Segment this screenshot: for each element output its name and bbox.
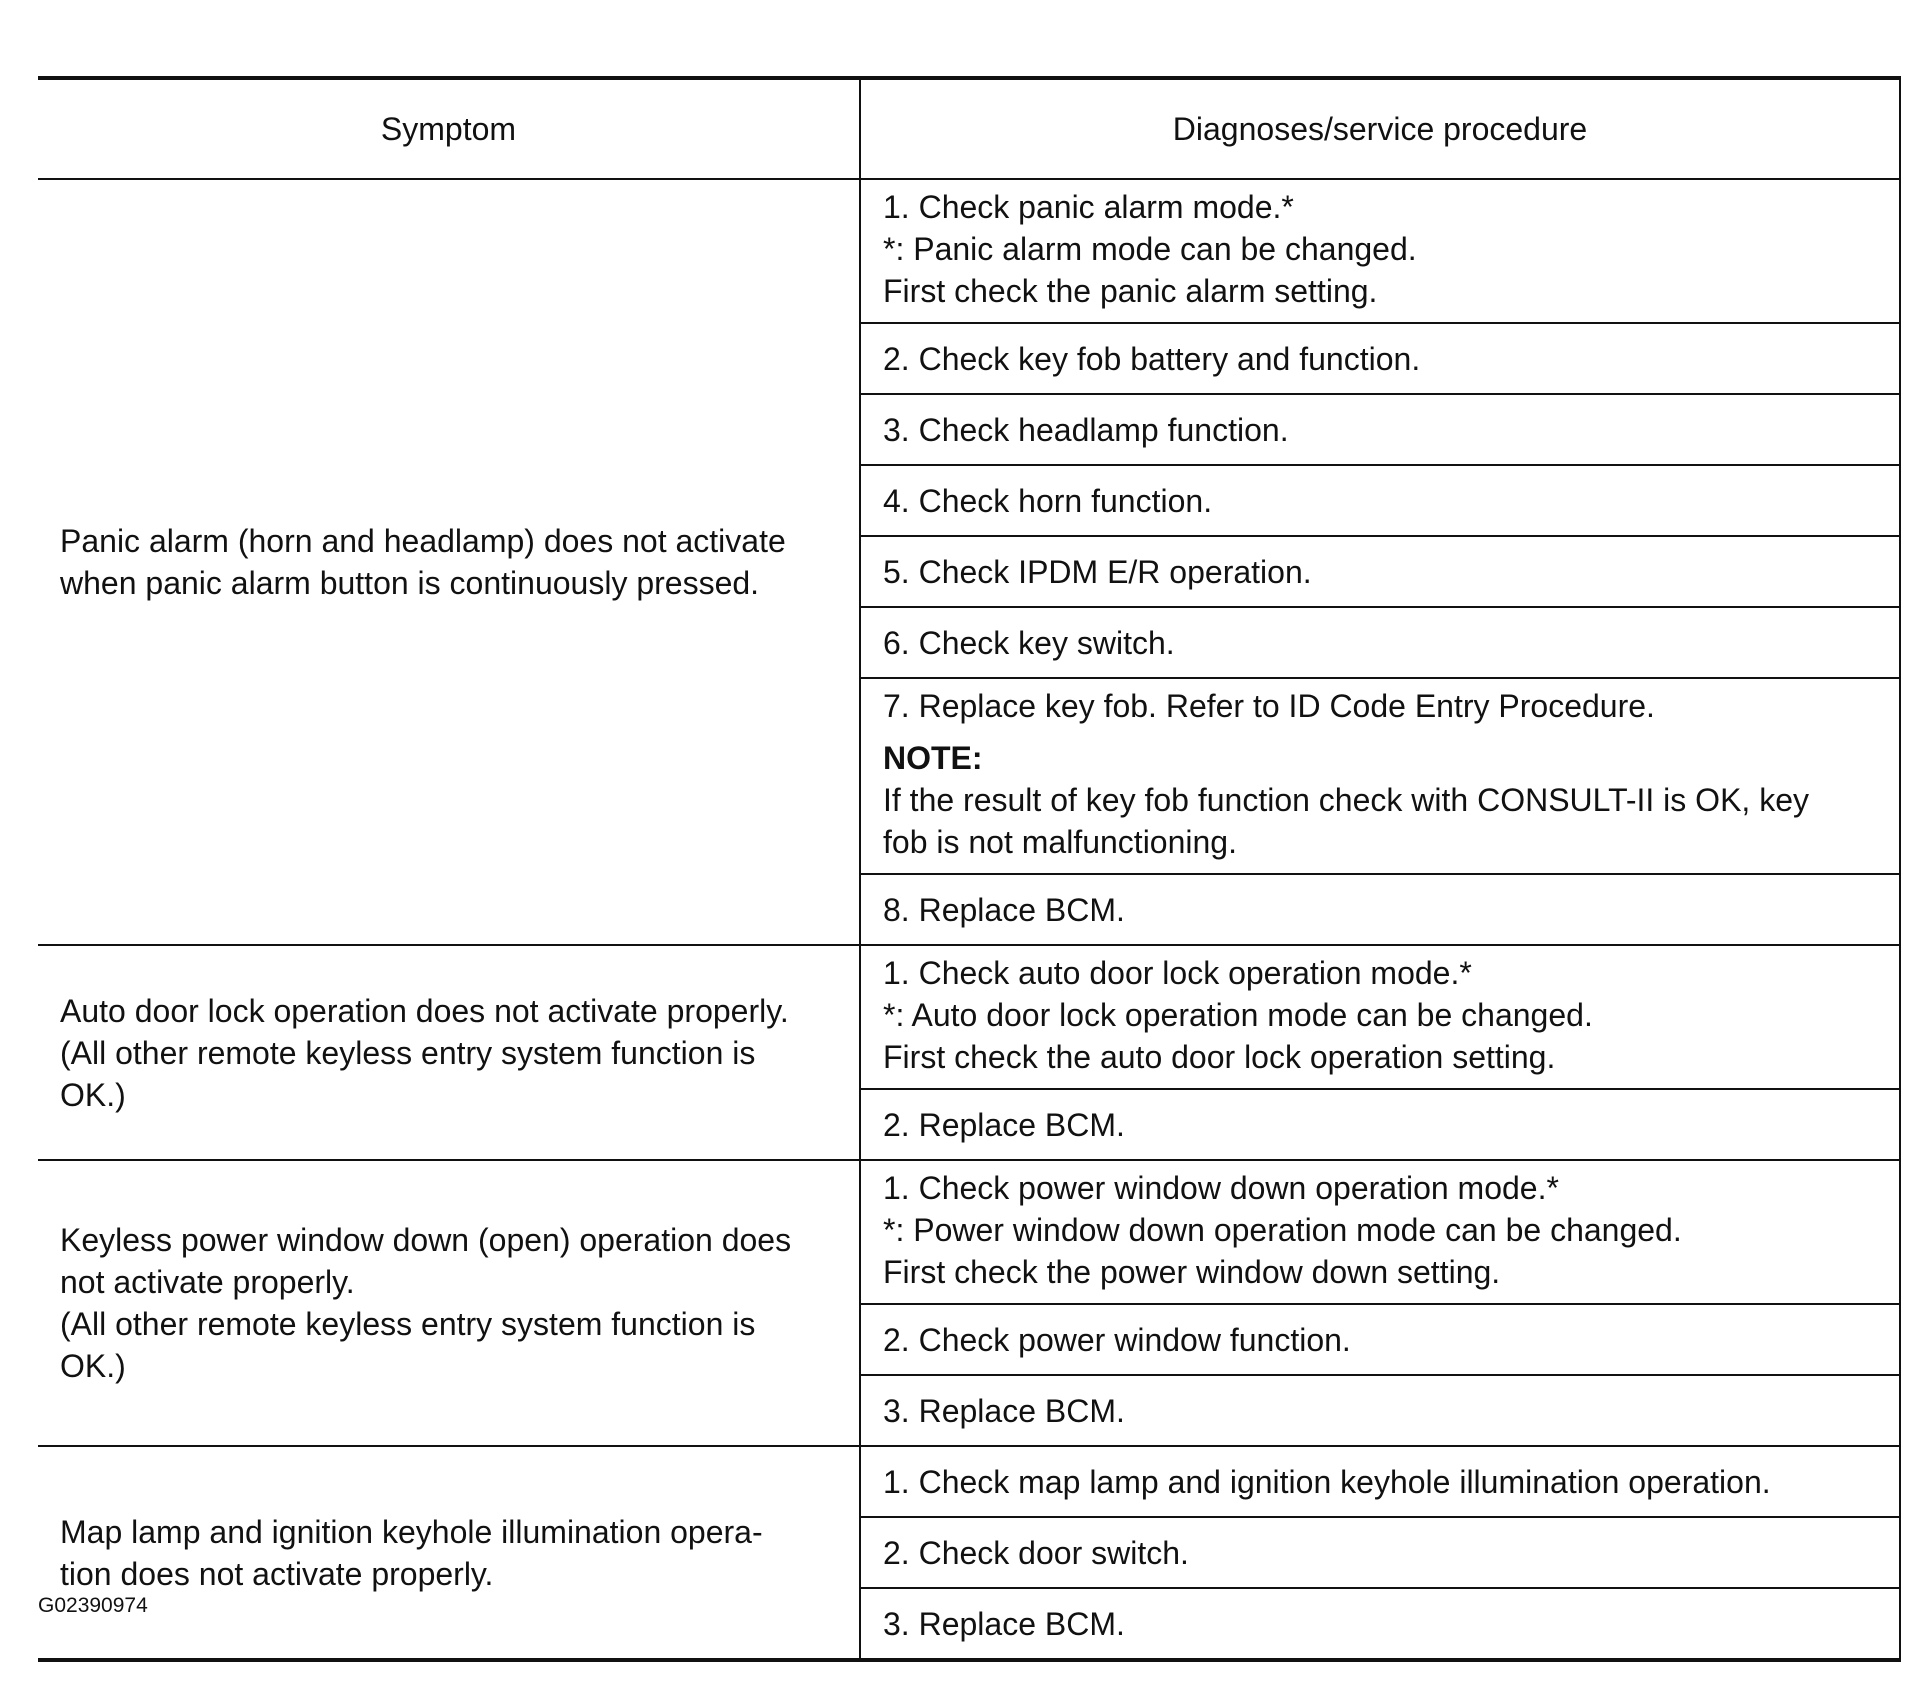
procedure-step-line: 7. Replace key fob. Refer to ID Code Entry Procedure. <box>883 688 1655 724</box>
procedure-step-line: 1. Check power window down operation mode.* <box>883 1170 1559 1206</box>
procedure-step-cell <box>860 1304 1900 1375</box>
procedure-step-line: 1. Check panic alarm mode.* <box>883 189 1294 225</box>
procedure-step-line: First check the auto door lock operation setting. <box>883 1039 1556 1075</box>
symptom-line: (All other remote keyless entry system function is <box>60 1306 756 1342</box>
procedure-step-line: 3. Replace BCM. <box>883 1392 1125 1429</box>
table-row <box>38 179 1900 323</box>
procedure-step-line: 1. Check map lamp and ignition keyhole illumination operation. <box>883 1463 1771 1500</box>
procedure-step-line: 2. Check key fob battery and function. <box>883 340 1421 377</box>
symptom-line: OK.) <box>60 1076 126 1113</box>
diagnosis-table <box>38 76 1901 1662</box>
header-symptom: Symptom <box>38 78 860 179</box>
symptom-cell <box>38 945 860 1160</box>
table-body <box>38 179 1900 1660</box>
procedure-step-line: 2. Check power window function. <box>883 1321 1351 1358</box>
table-row <box>38 1446 1900 1517</box>
procedure-step-line: 8. Replace BCM. <box>883 891 1125 928</box>
procedure-step-cell <box>860 536 1900 607</box>
note-text-line: fob is not malfunctioning. <box>883 824 1237 860</box>
symptom-line: Keyless power window down (open) operation does <box>60 1222 792 1258</box>
procedure-step-line: 4. Check horn function. <box>883 482 1213 519</box>
procedure-step-cell <box>860 607 1900 678</box>
header-row <box>38 78 1900 179</box>
procedure-step-cell <box>860 1375 1900 1446</box>
procedure-step-cell <box>860 394 1900 465</box>
procedure-step-line: 2. Replace BCM. <box>883 1106 1125 1143</box>
procedure-step-line: First check the panic alarm setting. <box>883 273 1378 309</box>
symptom-line: OK.) <box>60 1348 126 1384</box>
symptom-line: when panic alarm button is continuously pressed. <box>60 565 760 601</box>
symptom-cell <box>38 1160 860 1446</box>
procedure-step-line: 3. Check headlamp function. <box>883 411 1289 448</box>
header-procedure: Diagnoses/service procedure <box>860 78 1900 179</box>
symptom-line: Map lamp and ignition keyhole illumination opera- <box>60 1513 763 1550</box>
note-label: NOTE: <box>883 740 983 776</box>
procedure-step-line: First check the power window down setting. <box>883 1254 1501 1290</box>
procedure-step-line: 6. Check key switch. <box>883 624 1175 661</box>
symptom-cell <box>38 179 860 945</box>
symptom-line: Auto door lock operation does not activate properly. <box>60 992 789 1029</box>
procedure-step-cell <box>860 1089 1900 1160</box>
procedure-step-cell <box>860 1517 1900 1588</box>
table-row <box>38 1160 1900 1304</box>
procedure-step-cell <box>860 874 1900 945</box>
procedure-step-line: *: Power window down operation mode can be changed. <box>883 1212 1682 1248</box>
symptom-line: tion does not activate properly. <box>60 1555 494 1592</box>
procedure-step-line: 1. Check auto door lock operation mode.* <box>883 955 1472 991</box>
procedure-step-cell <box>860 465 1900 536</box>
procedure-step-cell <box>860 945 1900 1089</box>
procedure-step-line: *: Auto door lock operation mode can be changed. <box>883 997 1593 1033</box>
note-text-line: If the result of key fob function check with CONSULT-II is OK, key <box>883 782 1809 818</box>
symptom-line: (All other remote keyless entry system function is <box>60 1034 756 1071</box>
procedure-step-cell <box>860 1446 1900 1517</box>
figure-id: G02390974 <box>38 1594 148 1617</box>
procedure-step-cell <box>860 1588 1900 1660</box>
procedure-step-line: 5. Check IPDM E/R operation. <box>883 553 1312 590</box>
procedure-step-cell <box>860 179 1900 323</box>
table-row <box>38 945 1900 1089</box>
procedure-step-cell <box>860 323 1900 394</box>
document-page <box>38 76 1900 1662</box>
procedure-step-cell <box>860 678 1900 874</box>
procedure-step-line: 3. Replace BCM. <box>883 1605 1125 1642</box>
procedure-step-line: *: Panic alarm mode can be changed. <box>883 231 1417 267</box>
procedure-step-line: 2. Check door switch. <box>883 1534 1189 1571</box>
symptom-line: not activate properly. <box>60 1264 355 1300</box>
symptom-line: Panic alarm (horn and headlamp) does not activate <box>60 523 786 559</box>
procedure-step-cell <box>860 1160 1900 1304</box>
symptom-cell <box>38 1446 860 1660</box>
